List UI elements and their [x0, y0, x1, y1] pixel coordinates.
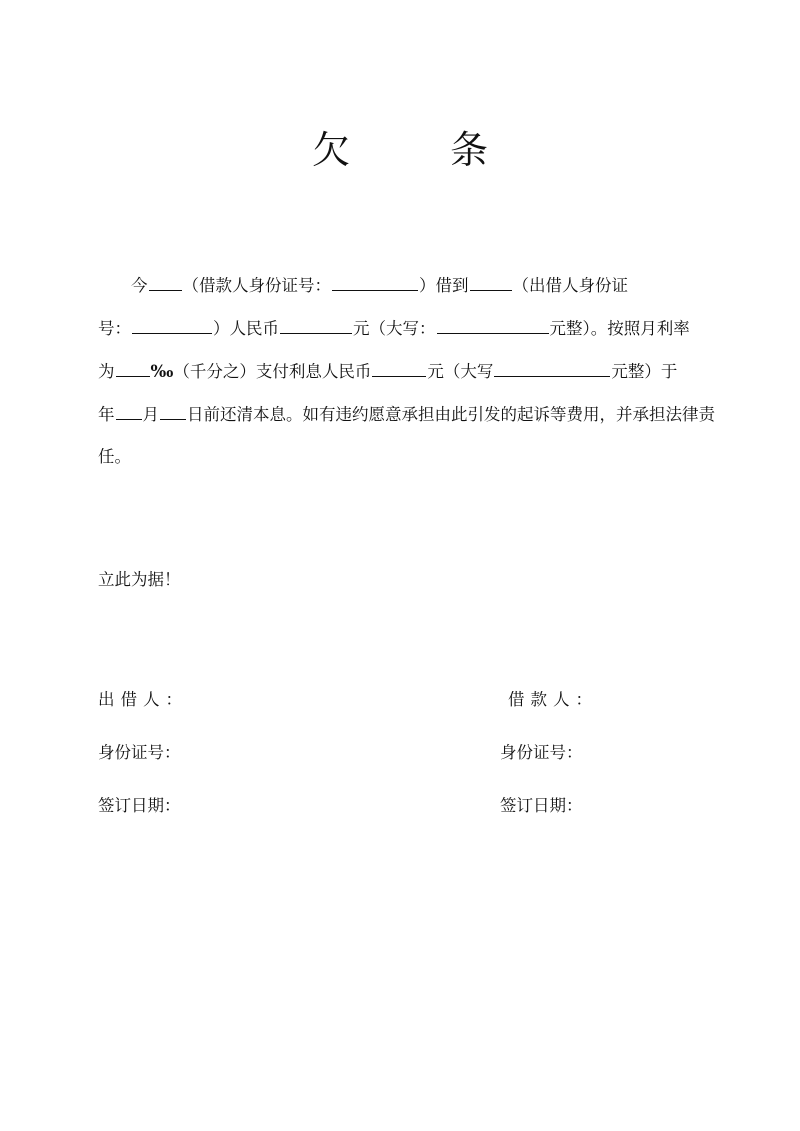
text-segment: ）人民币	[213, 319, 279, 338]
day-blank	[160, 403, 186, 420]
body-line-2	[98, 317, 690, 340]
borrower-id-label: 身份证号：	[500, 743, 583, 762]
interest-uppercase-blank	[494, 360, 610, 377]
text-segment: （千分之）支付利息人民币	[173, 362, 372, 381]
text-segment: ）借到	[419, 276, 469, 295]
text-segment: 号：	[98, 319, 131, 338]
interest-rate-blank	[116, 360, 150, 377]
body-line-4	[98, 403, 715, 426]
lender-date-label: 签订日期：	[98, 796, 181, 815]
lender-name-blank	[470, 274, 512, 291]
permil-symbol: ‰	[150, 362, 174, 381]
principal-uppercase-blank	[437, 317, 549, 334]
text-segment: （出借人身份证	[512, 276, 628, 295]
text-segment: 为	[98, 362, 115, 381]
text-segment: 日前还清本息。如有违约愿意承担由此引发的起诉等费用，并承担法律责	[187, 405, 715, 424]
text-segment: 今	[131, 276, 148, 295]
text-segment: 元（大写：	[353, 319, 436, 338]
body-line-5: 任。	[98, 447, 131, 466]
lender-id-blank	[132, 317, 212, 334]
text-segment: 元（大写	[427, 362, 494, 381]
interest-amount-blank	[372, 360, 426, 377]
text-segment: 元整）于	[611, 362, 678, 381]
borrower-label: 借款人：	[508, 690, 598, 709]
lender-id-label: 身份证号：	[98, 743, 181, 762]
borrower-date-label: 签订日期：	[500, 796, 583, 815]
text-segment: 月	[142, 405, 159, 424]
text-segment: 年	[98, 405, 115, 424]
closing-statement: 立此为据！	[98, 570, 181, 589]
borrower-name-blank	[149, 274, 182, 291]
text-segment: 元整）。按照月利率	[549, 319, 690, 338]
body-line-3	[98, 360, 677, 383]
principal-amount-blank	[280, 317, 352, 334]
borrower-id-blank	[332, 274, 418, 291]
month-blank	[116, 403, 142, 420]
text-segment: （借款人身份证号：	[182, 276, 331, 295]
page-title: 欠 条	[311, 128, 533, 172]
body-line-1	[131, 274, 628, 297]
lender-label: 出借人：	[98, 690, 188, 709]
